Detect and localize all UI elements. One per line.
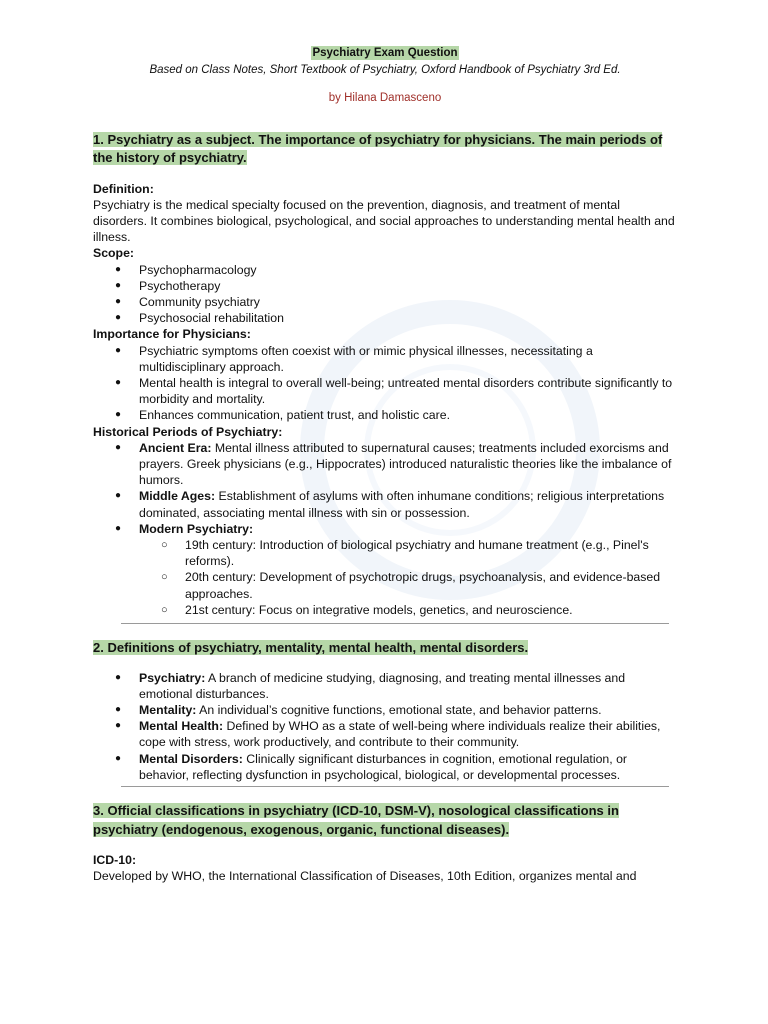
list-item: ● Mental health is integral to overall well-being; untreated mental disorders contribute significantly to morbidity and mortality. — [93, 375, 677, 407]
importance-list — [93, 343, 677, 424]
document-subtitle: Based on Class Notes, Short Textbook of Psychiatry, Oxford Handbook of Psychiatry 3rd Ed. — [149, 64, 621, 77]
list-item — [93, 521, 677, 618]
importance-label: Importance for Physicians: — [93, 327, 251, 342]
term-text: Mental illness attributed to supernatural causes; treatments included exorcisms and prayers. Greek physicians (e.g., Hippocrates) introduced naturalistic theories like the imbalance of humors. — [139, 440, 672, 488]
document-header — [93, 44, 677, 107]
section-1-heading: 1. Psychiatry as a subject. The importance of psychiatry for physicians. The main periods of the history of psychiatry. — [93, 131, 663, 166]
list-item: ● Enhances communication, patient trust, and holistic care. — [93, 407, 677, 423]
section-2 — [93, 639, 677, 787]
sub-list-item: ○ 20th century: Development of psychotropic drugs, psychoanalysis, and evidence-based approaches. — [93, 569, 677, 601]
list-item — [93, 702, 677, 718]
list-item — [93, 718, 677, 750]
icd-label: ICD-10: — [93, 853, 137, 868]
document-title: Psychiatry Exam Question — [312, 47, 458, 59]
term: Mental Disorders: — [139, 751, 243, 766]
history-list — [93, 440, 677, 618]
term: Psychiatry: — [139, 670, 206, 685]
sub-list-item: ○ 21st century: Focus on integrative models, genetics, and neuroscience. — [93, 602, 677, 618]
scope-list — [93, 262, 677, 327]
horizontal-rule — [121, 623, 669, 624]
document-author: by Hilana Damasceno — [328, 92, 442, 105]
term-text: A branch of medicine studying, diagnosing, and treating mental illnesses and emotional disturbances. — [139, 670, 626, 701]
definitions-list — [93, 670, 677, 783]
document-page — [93, 44, 677, 884]
list-item — [93, 751, 677, 783]
list-item — [93, 488, 677, 520]
term-text: Defined by WHO as a state of well-being where individuals realize their abilities, cope with stress, work productively, and contribute to their community. — [139, 719, 661, 750]
term: Ancient Era: — [139, 440, 212, 455]
definition-label: Definition: — [93, 181, 154, 196]
term-text: Establishment of asylums with often inhumane conditions; religious interpretations dominated, associating mental illness with sin or possession. — [139, 489, 665, 520]
term: Mental Health: — [139, 719, 224, 734]
term: Modern Psychiatry: — [139, 521, 254, 536]
scope-label: Scope: — [93, 246, 134, 261]
horizontal-rule — [121, 786, 669, 787]
list-item: ● Psychiatric symptoms often coexist with or mimic physical illnesses, necessitating a multidisciplinary approach. — [93, 343, 677, 375]
section-3-heading: 3. Official classifications in psychiatry (ICD-10, DSM-V), nosological classifications in psychiatry (endogenous, exogenous, organic, functional diseases). — [93, 803, 619, 837]
icd-text: Developed by WHO, the International Classification of Diseases, 10th Edition, organizes mental and — [93, 869, 637, 884]
list-item: ● Community psychiatry — [93, 294, 677, 310]
section-1 — [93, 131, 677, 624]
term-text: An individual’s cognitive functions, emotional state, and behavior patterns. — [196, 703, 602, 717]
sub-list-item: ○ 19th century: Introduction of biological psychiatry and humane treatment (e.g., Pinel's reforms). — [93, 537, 677, 569]
history-label: Historical Periods of Psychiatry: — [93, 424, 283, 439]
term-text: Clinically significant disturbances in cognition, emotional regulation, or behavior, reflecting dysfunction in psychological, biological, or developmental processes. — [139, 751, 628, 782]
term: Mentality: — [139, 703, 197, 717]
list-item: ● Psychopharmacology — [93, 262, 677, 278]
list-item — [93, 670, 677, 702]
list-item: ● Psychosocial rehabilitation — [93, 310, 677, 326]
modern-sublist — [139, 537, 677, 618]
list-item: ● Psychotherapy — [93, 278, 677, 294]
term: Middle Ages: — [139, 489, 216, 504]
list-item — [93, 440, 677, 489]
section-2-heading: 2. Definitions of psychiatry, mentality, mental health, mental disorders. — [93, 640, 529, 656]
definition-text: Psychiatry is the medical specialty focused on the prevention, diagnosis, and treatment of mental disorders. It combines biological, psychological, and social approaches to understanding mental health and illness. — [93, 197, 675, 245]
section-3 — [93, 802, 677, 884]
